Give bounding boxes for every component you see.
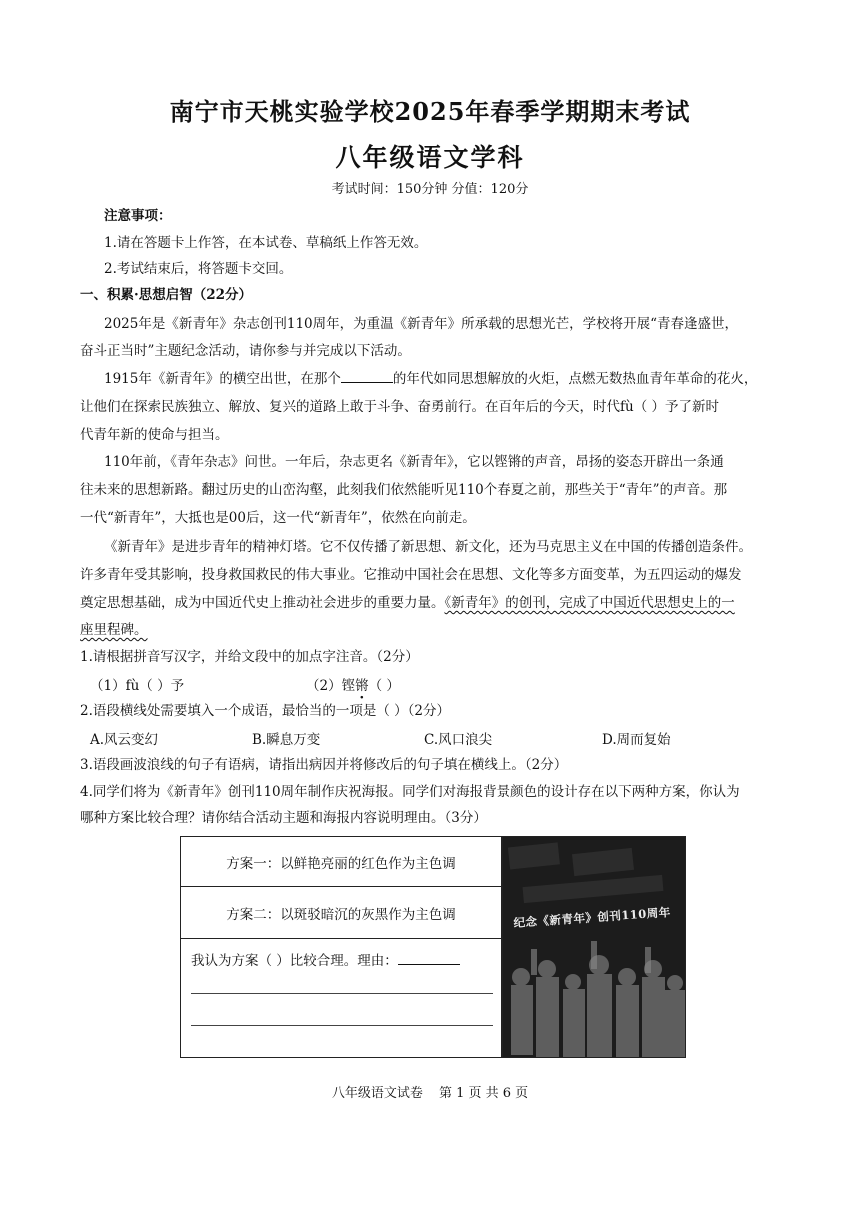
exam-title: 南宁市天桃实验学校2025年春季学期期末考试 (169, 97, 691, 126)
wavy-sentence-part-2: 座里程碑。 (80, 622, 148, 638)
footer-paper-name: 八年级语文试卷 (331, 1086, 423, 1101)
answer-line-1[interactable] (191, 993, 493, 994)
paragraph-3-pre: 奠定思想基础，成为中国近代史上推动社会进步的重要力量。 (80, 595, 445, 611)
paragraph-1-pre: 1915年《新青年》的横空出世，在那个 (104, 371, 341, 387)
plan-2-cell: 方案二：以斑驳暗沉的灰黑作为主色调 (181, 887, 501, 939)
reason-label: 我认为方案（ ）比较合理。理由： (191, 953, 398, 969)
dotted-char: 锵 (355, 678, 369, 694)
q1b-pre: （2）铿 (306, 678, 356, 694)
question-1: 1.请根据拼音写汉字，并给文段中的加点字注音。（2分） (80, 649, 419, 665)
poster-image (502, 836, 686, 1058)
page-footer (0, 1082, 860, 1101)
paragraph-3-line-4 (80, 620, 148, 640)
plan-1-cell: 方案一：以鲜艳亮丽的红色作为主色调 (181, 837, 501, 887)
paragraph-3-line-2: 许多青年受其影响，投身救国救民的伟大事业。它推动中国社会在思想、文化等多方面变革，为五四运动的爆发 (80, 567, 742, 583)
paragraph-2-line-1: 110年前，《青年杂志》问世。一年后，杂志更名《新青年》，它以铿锵的声音，昂扬的姿态开辟出一条通 (104, 454, 724, 470)
exam-subtitle: 八年级语文学科 (335, 143, 525, 172)
poster-caption: 纪念《新青年》创刊110周年 (513, 905, 672, 930)
question-2: 2.语段横线处需要填入一个成语，最恰当的一项是（ ）（2分） (80, 703, 451, 719)
paragraph-2-line-2: 往未来的思想新路。翻过历史的山峦沟壑，此刻我们依然能听见110个春夏之前，那些关于“青年”的声音。那 (80, 482, 728, 498)
paragraph-1-line-3: 代青年新的使命与担当。 (80, 427, 229, 443)
paragraph-3-line-3 (80, 593, 735, 613)
question-1-part-a: （1）fù（ ）予 (90, 678, 185, 694)
question-3: 3.语段画波浪线的句子有语病，请指出病因并将修改后的句子填在横线上。（2分） (80, 757, 568, 773)
wavy-sentence-part-1: 《新青年》的创刊，完成了中国近代思想史上的一 (444, 595, 735, 611)
paragraph-1-line-2: 让他们在探索民族独立、解放、复兴的道路上敢于斗争、奋勇前行。在百年后的今天，时代fù（ ）予了新时 (80, 399, 719, 415)
exam-meta: 考试时间：150分钟 分值：120分 (331, 182, 529, 197)
section-heading: 一、积累·思想启智（22分） (80, 287, 252, 303)
paragraph-2-line-3: 一代“新青年”，大抵也是00后，这一代“新青年”，依然在向前走。 (80, 510, 476, 526)
question-2-option-a: A.风云变幻 (90, 732, 159, 748)
reason-line (191, 949, 460, 969)
question-2-option-d: D.周而复始 (602, 732, 671, 748)
reason-blank[interactable] (398, 950, 460, 965)
question-2-option-c: C.风口浪尖 (424, 732, 493, 748)
intro-line-2: 奋斗正当时”主题纪念活动，请你参与并完成以下活动。 (80, 343, 411, 359)
question-4-line-2: 哪种方案比较合理？请你结合活动主题和海报内容说明理由。（3分） (80, 810, 487, 826)
notice-item-2: 2.考试结束后，将答题卡交回。 (104, 261, 293, 277)
footer-page-number: 第 1 页 共 6 页 (438, 1086, 529, 1101)
question-1-part-b (306, 674, 400, 694)
intro-line-1: 2025年是《新青年》杂志创刊110周年，为重温《新青年》所承载的思想光芒，学校将开展“青春逢盛世， (104, 316, 739, 332)
answer-line-2[interactable] (191, 1025, 493, 1026)
paragraph-1-line-1 (104, 369, 757, 389)
question-2-option-b: B.瞬息万变 (252, 732, 321, 748)
notice-heading: 注意事项： (104, 208, 172, 224)
plan-table (180, 836, 502, 1058)
paragraph-3-line-1: 《新青年》是进步青年的精神灯塔。它不仅传播了新思想、新文化，还为马克思主义在中国的传播创造条件。 (104, 539, 752, 555)
notice-item-1: 1.请在答题卡上作答，在本试卷、草稿纸上作答无效。 (104, 235, 428, 251)
idiom-blank (341, 370, 393, 383)
question-4-line-1: 4.同学们将为《新青年》创刊110周年制作庆祝海报。同学们对海报背景颜色的设计存在以下两种方案，你认为 (80, 784, 740, 800)
q1b-post: （ ） (368, 678, 400, 694)
answer-cell (181, 939, 501, 1059)
poster-crowd-graphic (503, 837, 686, 1058)
paragraph-1-post: 的年代如同思想解放的火炬，点燃无数热血青年革命的花火， (392, 371, 758, 387)
